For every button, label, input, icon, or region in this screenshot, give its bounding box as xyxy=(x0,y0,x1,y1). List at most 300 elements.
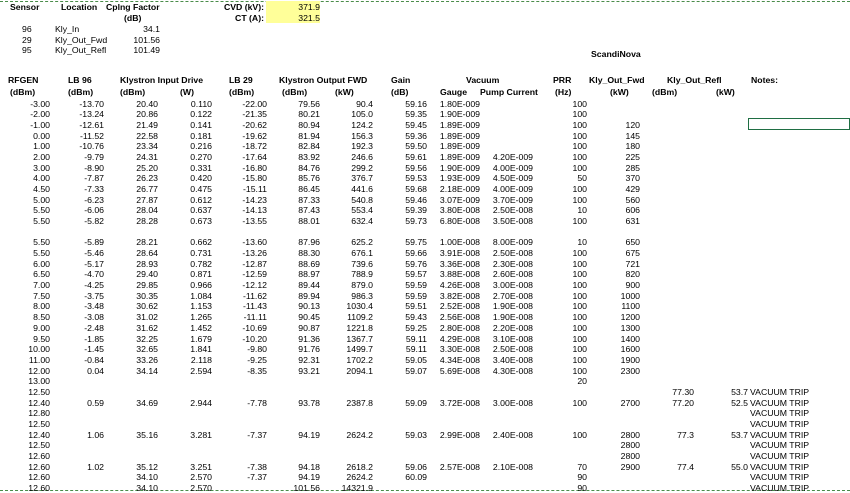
kor-kw-cell[interactable]: 52.5 xyxy=(731,397,748,408)
kid-dbm-cell[interactable]: 28.93 xyxy=(136,258,158,269)
scandinova-cell[interactable]: 2700 xyxy=(620,397,640,408)
kid-w-cell[interactable]: 1.841 xyxy=(190,344,212,355)
prr-cell[interactable]: 10 xyxy=(577,205,587,216)
lb96-cell[interactable]: 0.59 xyxy=(87,397,104,408)
kof-dbm-cell[interactable]: 82.84 xyxy=(298,141,320,152)
lb29-cell[interactable]: -11.62 xyxy=(243,290,267,301)
kof-kw-cell[interactable]: 1367.7 xyxy=(346,333,373,344)
lb29-cell[interactable]: -20.62 xyxy=(242,119,267,130)
kof-dbm-cell[interactable]: 88.01 xyxy=(298,216,320,226)
rfgen-cell[interactable]: 9.50 xyxy=(33,333,50,344)
scandinova-cell[interactable]: 2900 xyxy=(620,461,640,472)
lb29-cell[interactable]: -12.59 xyxy=(242,269,267,280)
kid-w-cell[interactable]: 0.673 xyxy=(190,216,212,226)
lb29-cell[interactable]: -7.38 xyxy=(247,461,267,472)
lb96-cell[interactable]: -5.89 xyxy=(84,237,104,248)
kof-kw-cell[interactable]: 1221.8 xyxy=(346,322,373,333)
rfgen-cell[interactable]: 8.50 xyxy=(33,312,50,323)
lb96-cell[interactable]: -3.75 xyxy=(84,290,104,301)
lb96-cell[interactable]: -10.76 xyxy=(79,141,104,152)
sensor-location-cell[interactable]: Kly_In xyxy=(55,24,80,34)
scandinova-cell[interactable]: 2800 xyxy=(620,440,640,451)
kid-dbm-cell[interactable]: 27.87 xyxy=(136,194,158,205)
kof-kw-cell[interactable]: 676.1 xyxy=(351,248,373,258)
kid-dbm-cell[interactable]: 20.86 xyxy=(136,109,158,120)
kor-dbm-cell[interactable]: 77.3 xyxy=(677,429,694,440)
kof-dbm-cell[interactable]: 85.76 xyxy=(298,173,320,184)
kid-w-cell[interactable]: 0.270 xyxy=(190,151,212,162)
kid-w-cell[interactable]: 0.782 xyxy=(190,258,212,269)
pump-current-cell[interactable]: 8.00E-009 xyxy=(492,237,533,248)
gauge-cell[interactable]: 4.26E-008 xyxy=(439,280,480,291)
rfgen-cell[interactable]: 7.50 xyxy=(33,290,50,301)
scandinova-cell[interactable]: 820 xyxy=(625,269,640,280)
notes-cell[interactable]: VACUUM TRIP xyxy=(750,429,810,440)
kid-w-cell[interactable]: 0.331 xyxy=(190,162,212,173)
rfgen-cell[interactable]: 12.40 xyxy=(28,429,50,440)
prr-cell[interactable]: 100 xyxy=(572,301,587,312)
lb29-cell[interactable]: -15.11 xyxy=(243,183,267,194)
kid-w-cell[interactable]: 1.679 xyxy=(190,333,212,344)
lb29-cell[interactable]: -11.43 xyxy=(243,301,267,312)
scandinova-cell[interactable]: 2800 xyxy=(620,450,640,461)
scandinova-cell[interactable]: 1600 xyxy=(620,344,640,355)
kof-kw-cell[interactable]: 540.8 xyxy=(351,194,373,205)
gauge-cell[interactable]: 2.52E-008 xyxy=(439,301,480,312)
pump-current-cell[interactable]: 1.90E-008 xyxy=(492,301,533,312)
gain-cell[interactable]: 59.25 xyxy=(405,322,427,333)
prr-cell[interactable]: 100 xyxy=(572,312,587,323)
gain-cell[interactable]: 59.53 xyxy=(405,173,427,184)
gauge-cell[interactable]: 3.88E-008 xyxy=(439,269,480,280)
pump-current-cell[interactable]: 1.90E-008 xyxy=(492,312,533,323)
kid-w-cell[interactable]: 0.731 xyxy=(190,248,212,258)
prr-cell[interactable]: 100 xyxy=(572,397,587,408)
kof-kw-cell[interactable]: 376.7 xyxy=(351,173,373,184)
notes-cell[interactable]: VACUUM TRIP xyxy=(750,386,810,397)
rfgen-cell[interactable]: 4.50 xyxy=(33,183,50,194)
gauge-cell[interactable]: 2.80E-008 xyxy=(439,322,480,333)
scandinova-cell[interactable]: 180 xyxy=(625,141,640,152)
gauge-cell[interactable]: 2.57E-008 xyxy=(439,461,480,472)
pump-current-cell[interactable]: 4.20E-009 xyxy=(492,151,533,162)
gauge-cell[interactable]: 1.89E-009 xyxy=(439,130,480,141)
lb96-cell[interactable]: -9.79 xyxy=(84,151,104,162)
scandinova-cell[interactable]: 560 xyxy=(625,194,640,205)
kid-dbm-cell[interactable]: 30.62 xyxy=(136,301,158,312)
lb96-cell[interactable]: -13.70 xyxy=(79,98,104,109)
kof-dbm-cell[interactable]: 88.69 xyxy=(298,258,320,269)
scandinova-cell[interactable]: 429 xyxy=(625,183,640,194)
rfgen-cell[interactable]: 12.60 xyxy=(28,461,50,472)
prr-cell[interactable]: 20 xyxy=(577,376,587,387)
lb29-cell[interactable]: -14.13 xyxy=(242,205,267,216)
scandinova-cell[interactable]: 1100 xyxy=(621,301,640,312)
kid-dbm-cell[interactable]: 24.31 xyxy=(136,151,158,162)
prr-cell[interactable]: 100 xyxy=(572,322,587,333)
kid-w-cell[interactable]: 0.662 xyxy=(190,237,212,248)
scandinova-cell[interactable]: 225 xyxy=(625,151,640,162)
rfgen-cell[interactable]: 2.00 xyxy=(33,151,50,162)
rfgen-cell[interactable]: 10.00 xyxy=(28,344,50,355)
lb29-cell[interactable]: -7.78 xyxy=(247,397,267,408)
kof-kw-cell[interactable]: 1499.7 xyxy=(346,344,373,355)
lb96-cell[interactable]: -3.48 xyxy=(84,301,104,312)
kof-kw-cell[interactable]: 441.6 xyxy=(351,183,373,194)
scandinova-cell[interactable]: 1000 xyxy=(620,290,640,301)
prr-cell[interactable]: 90 xyxy=(577,472,587,483)
gain-cell[interactable]: 59.07 xyxy=(405,365,427,376)
gauge-cell[interactable]: 3.72E-008 xyxy=(439,397,480,408)
kof-kw-cell[interactable]: 879.0 xyxy=(351,280,373,291)
kof-kw-cell[interactable]: 1702.2 xyxy=(346,354,373,365)
gauge-cell[interactable]: 3.36E-008 xyxy=(439,258,480,269)
kof-kw-cell[interactable]: 192.3 xyxy=(351,141,373,152)
kof-dbm-cell[interactable]: 93.21 xyxy=(298,365,320,376)
kor-kw-cell[interactable]: 53.7 xyxy=(731,429,748,440)
lb29-cell[interactable]: -10.69 xyxy=(242,322,267,333)
rfgen-cell[interactable]: 1.00 xyxy=(33,141,50,152)
gain-cell[interactable]: 59.56 xyxy=(405,162,427,173)
kof-dbm-cell[interactable]: 80.21 xyxy=(298,109,320,120)
rfgen-cell[interactable]: 12.50 xyxy=(28,418,50,429)
kof-kw-cell[interactable]: 632.4 xyxy=(351,216,373,226)
gain-cell[interactable]: 59.59 xyxy=(405,290,427,301)
kof-kw-cell[interactable]: 156.3 xyxy=(351,130,373,141)
notes-cell[interactable]: VACUUM TRIP xyxy=(750,483,810,493)
gauge-cell[interactable]: 1.90E-009 xyxy=(439,109,480,120)
scandinova-cell[interactable]: 120 xyxy=(625,119,640,130)
gain-cell[interactable]: 59.06 xyxy=(405,461,427,472)
kof-dbm-cell[interactable]: 90.87 xyxy=(298,322,320,333)
kof-dbm-cell[interactable]: 89.44 xyxy=(298,280,320,291)
prr-cell[interactable]: 100 xyxy=(572,194,587,205)
lb29-cell[interactable]: -13.60 xyxy=(242,237,267,248)
kid-w-cell[interactable]: 1.153 xyxy=(190,301,212,312)
lb96-cell[interactable]: -4.70 xyxy=(84,269,104,280)
kid-dbm-cell[interactable]: 34.14 xyxy=(136,365,158,376)
prr-cell[interactable]: 100 xyxy=(572,151,587,162)
gain-cell[interactable]: 59.76 xyxy=(405,258,427,269)
kid-dbm-cell[interactable]: 32.65 xyxy=(136,344,158,355)
kor-dbm-cell[interactable]: 77.4 xyxy=(677,461,694,472)
rfgen-cell[interactable]: 12.80 xyxy=(28,408,50,419)
lb29-cell[interactable]: -16.80 xyxy=(242,162,267,173)
rfgen-cell[interactable]: -1.00 xyxy=(30,119,50,130)
kof-dbm-cell[interactable]: 90.13 xyxy=(298,301,320,312)
prr-cell[interactable]: 100 xyxy=(572,183,587,194)
lb96-cell[interactable]: 1.02 xyxy=(87,461,104,472)
kid-w-cell[interactable]: 0.420 xyxy=(190,173,212,184)
rfgen-cell[interactable]: 12.60 xyxy=(28,450,50,461)
gauge-cell[interactable]: 1.89E-009 xyxy=(439,119,480,130)
lb29-cell[interactable]: -13.26 xyxy=(242,248,267,258)
lb29-cell[interactable]: -10.20 xyxy=(242,333,267,344)
kof-dbm-cell[interactable]: 89.94 xyxy=(298,290,320,301)
rfgen-cell[interactable]: 9.00 xyxy=(33,322,50,333)
lb96-cell[interactable]: -5.46 xyxy=(84,248,104,258)
rfgen-cell[interactable]: 12.40 xyxy=(28,397,50,408)
kid-w-cell[interactable]: 0.122 xyxy=(190,109,212,120)
gain-cell[interactable]: 59.05 xyxy=(405,354,427,365)
kid-w-cell[interactable]: 0.181 xyxy=(190,130,212,141)
pump-current-cell[interactable]: 3.40E-008 xyxy=(492,354,533,365)
kof-kw-cell[interactable]: 246.6 xyxy=(351,151,373,162)
kof-kw-cell[interactable]: 553.4 xyxy=(351,205,373,216)
sensor-factor-cell[interactable]: 34.1 xyxy=(143,24,160,34)
gain-cell[interactable]: 59.36 xyxy=(405,130,427,141)
gauge-cell[interactable]: 3.30E-008 xyxy=(439,344,480,355)
scandinova-cell[interactable]: 285 xyxy=(625,162,640,173)
lb96-cell[interactable]: 0.04 xyxy=(87,365,104,376)
kof-dbm-cell[interactable]: 86.45 xyxy=(298,183,320,194)
prr-cell[interactable]: 100 xyxy=(572,429,587,440)
kid-dbm-cell[interactable]: 26.77 xyxy=(136,183,158,194)
gain-cell[interactable]: 59.66 xyxy=(405,248,427,258)
pump-current-cell[interactable]: 4.00E-009 xyxy=(492,162,533,173)
kof-kw-cell[interactable]: 2624.2 xyxy=(346,429,373,440)
rfgen-cell[interactable]: -3.00 xyxy=(30,98,50,109)
lb29-cell[interactable]: -17.64 xyxy=(242,151,267,162)
gauge-cell[interactable]: 3.82E-008 xyxy=(439,290,480,301)
gauge-cell[interactable]: 2.18E-009 xyxy=(439,183,480,194)
scandinova-cell[interactable]: 370 xyxy=(625,173,640,184)
kid-dbm-cell[interactable]: 25.20 xyxy=(136,162,158,173)
pump-current-cell[interactable]: 3.00E-008 xyxy=(492,397,533,408)
kof-dbm-cell[interactable]: 87.33 xyxy=(298,194,320,205)
kid-dbm-cell[interactable]: 22.58 xyxy=(136,130,158,141)
kid-w-cell[interactable]: 0.637 xyxy=(190,205,212,216)
lb29-cell[interactable]: -12.12 xyxy=(242,280,267,291)
notes-cell[interactable]: VACUUM TRIP xyxy=(750,440,810,451)
gain-cell[interactable]: 59.16 xyxy=(405,98,427,109)
lb96-cell[interactable]: -5.82 xyxy=(84,216,104,226)
kid-dbm-cell[interactable]: 35.16 xyxy=(136,429,158,440)
lb29-cell[interactable]: -19.62 xyxy=(242,130,267,141)
kid-dbm-cell[interactable]: 31.62 xyxy=(136,322,158,333)
kid-dbm-cell[interactable]: 20.40 xyxy=(136,98,158,109)
kof-dbm-cell[interactable]: 93.78 xyxy=(298,397,320,408)
scandinova-cell[interactable]: 1400 xyxy=(620,333,640,344)
kof-kw-cell[interactable]: 2387.8 xyxy=(346,397,373,408)
kof-dbm-cell[interactable]: 94.19 xyxy=(298,472,320,483)
kof-dbm-cell[interactable]: 94.18 xyxy=(298,461,320,472)
rfgen-cell[interactable]: 8.00 xyxy=(33,301,50,312)
kid-dbm-cell[interactable]: 31.02 xyxy=(136,312,158,323)
scandinova-cell[interactable]: 1300 xyxy=(620,322,640,333)
scandinova-cell[interactable]: 675 xyxy=(625,248,640,258)
kid-dbm-cell[interactable]: 28.04 xyxy=(136,205,158,216)
rfgen-cell[interactable]: 5.50 xyxy=(33,237,50,248)
cvd-value[interactable]: 371.9 xyxy=(298,2,320,12)
scandinova-cell[interactable]: 721 xyxy=(625,258,640,269)
scandinova-cell[interactable]: 1200 xyxy=(620,312,640,323)
pump-current-cell[interactable]: 2.30E-008 xyxy=(492,258,533,269)
lb96-cell[interactable]: -5.17 xyxy=(84,258,104,269)
gain-cell[interactable]: 59.75 xyxy=(405,237,427,248)
kid-dbm-cell[interactable]: 34.69 xyxy=(136,397,158,408)
notes-cell[interactable]: VACUUM TRIP xyxy=(750,472,810,483)
kof-kw-cell[interactable]: 1030.4 xyxy=(346,301,373,312)
kid-dbm-cell[interactable]: 28.21 xyxy=(136,237,158,248)
rfgen-cell[interactable]: 12.50 xyxy=(28,386,50,397)
pump-current-cell[interactable]: 3.50E-008 xyxy=(492,216,533,226)
scandinova-cell[interactable]: 1900 xyxy=(620,354,640,365)
prr-cell[interactable]: 100 xyxy=(572,141,587,152)
gauge-cell[interactable]: 5.69E-008 xyxy=(439,365,480,376)
scandinova-cell[interactable]: 631 xyxy=(625,216,640,226)
prr-cell[interactable]: 100 xyxy=(572,109,587,120)
scandinova-cell[interactable]: 650 xyxy=(625,237,640,248)
prr-cell[interactable]: 100 xyxy=(572,290,587,301)
lb96-cell[interactable]: -11.52 xyxy=(80,130,104,141)
kid-dbm-cell[interactable]: 35.12 xyxy=(136,461,158,472)
sensor-factor-cell[interactable]: 101.49 xyxy=(133,45,160,55)
rfgen-cell[interactable]: 12.60 xyxy=(28,472,50,483)
kof-kw-cell[interactable]: 14321.9 xyxy=(341,483,373,493)
rfgen-cell[interactable]: 5.50 xyxy=(33,216,50,226)
kof-kw-cell[interactable]: 2618.2 xyxy=(346,461,373,472)
kid-w-cell[interactable]: 0.966 xyxy=(190,280,212,291)
rfgen-cell[interactable]: 12.00 xyxy=(28,365,50,376)
sensor-location-cell[interactable]: Kly_Out_Fwd xyxy=(55,34,108,45)
prr-cell[interactable]: 70 xyxy=(577,461,587,472)
lb29-cell[interactable]: -7.37 xyxy=(247,472,267,483)
lb96-cell[interactable]: -8.90 xyxy=(84,162,104,173)
kof-kw-cell[interactable]: 299.2 xyxy=(351,162,373,173)
rfgen-cell[interactable]: 5.50 xyxy=(33,205,50,216)
lb29-cell[interactable]: -18.72 xyxy=(242,141,267,152)
kid-dbm-cell[interactable]: 34.10 xyxy=(136,483,158,493)
lb96-cell[interactable]: -1.45 xyxy=(84,344,104,355)
kof-dbm-cell[interactable]: 83.92 xyxy=(298,151,320,162)
pump-current-cell[interactable]: 2.40E-008 xyxy=(492,429,533,440)
gauge-cell[interactable]: 3.07E-009 xyxy=(439,194,480,205)
sensor-factor-cell[interactable]: 101.56 xyxy=(133,34,160,45)
notes-cell[interactable]: VACUUM TRIP xyxy=(750,397,810,408)
prr-cell[interactable]: 100 xyxy=(572,98,587,109)
prr-cell[interactable]: 100 xyxy=(572,269,587,280)
gauge-cell[interactable]: 4.34E-008 xyxy=(439,354,480,365)
rfgen-cell[interactable]: 5.00 xyxy=(33,194,50,205)
prr-cell[interactable]: 100 xyxy=(572,333,587,344)
lb96-cell[interactable]: -0.84 xyxy=(84,354,104,365)
lb29-cell[interactable]: -21.35 xyxy=(242,109,267,120)
rfgen-cell[interactable]: 6.50 xyxy=(33,269,50,280)
lb29-cell[interactable]: -9.25 xyxy=(247,354,267,365)
kof-dbm-cell[interactable]: 91.76 xyxy=(298,344,320,355)
pump-current-cell[interactable]: 2.50E-008 xyxy=(492,205,533,216)
gain-cell[interactable]: 59.73 xyxy=(405,216,427,226)
notes-cell[interactable]: VACUUM TRIP xyxy=(750,418,810,429)
gauge-cell[interactable]: 1.93E-009 xyxy=(439,173,480,184)
gauge-cell[interactable]: 1.00E-008 xyxy=(439,237,480,248)
notes-cell[interactable]: VACUUM TRIP xyxy=(750,461,810,472)
pump-current-cell[interactable]: 3.00E-008 xyxy=(492,280,533,291)
rfgen-cell[interactable]: 11.00 xyxy=(28,354,50,365)
kid-w-cell[interactable]: 1.452 xyxy=(190,322,212,333)
sensor-id-cell[interactable]: 96 xyxy=(22,24,32,34)
kor-kw-cell[interactable]: 55.0 xyxy=(731,461,748,472)
lb96-cell[interactable]: -7.33 xyxy=(84,183,104,194)
prr-cell[interactable]: 10 xyxy=(577,237,587,248)
pump-current-cell[interactable]: 4.30E-008 xyxy=(492,365,533,376)
kof-kw-cell[interactable]: 986.3 xyxy=(351,290,373,301)
lb96-cell[interactable]: -6.06 xyxy=(84,205,104,216)
notes-cell[interactable]: VACUUM TRIP xyxy=(750,450,810,461)
kid-w-cell[interactable]: 0.475 xyxy=(190,183,212,194)
gain-cell[interactable]: 59.09 xyxy=(405,397,427,408)
pump-current-cell[interactable]: 2.70E-008 xyxy=(492,290,533,301)
gauge-cell[interactable]: 1.89E-009 xyxy=(439,151,480,162)
pump-current-cell[interactable]: 2.50E-008 xyxy=(492,248,533,258)
lb29-cell[interactable]: -22.00 xyxy=(242,98,267,109)
kid-w-cell[interactable]: 0.141 xyxy=(190,119,212,130)
scandinova-cell[interactable]: 2800 xyxy=(620,429,640,440)
lb29-cell[interactable]: -14.23 xyxy=(242,194,267,205)
kid-w-cell[interactable]: 3.281 xyxy=(190,429,212,440)
rfgen-cell[interactable]: 7.00 xyxy=(33,280,50,291)
kof-dbm-cell[interactable]: 90.45 xyxy=(298,312,320,323)
kid-dbm-cell[interactable]: 23.34 xyxy=(136,141,158,152)
kid-dbm-cell[interactable]: 33.26 xyxy=(136,354,158,365)
kof-dbm-cell[interactable]: 87.43 xyxy=(298,205,320,216)
kid-w-cell[interactable]: 2.594 xyxy=(190,365,212,376)
kof-dbm-cell[interactable]: 94.19 xyxy=(298,429,320,440)
lb29-cell[interactable]: -13.55 xyxy=(242,216,267,226)
kof-kw-cell[interactable]: 124.2 xyxy=(351,119,373,130)
kid-w-cell[interactable]: 1.265 xyxy=(190,312,212,323)
pump-current-cell[interactable]: 3.10E-008 xyxy=(492,333,533,344)
gain-cell[interactable]: 59.03 xyxy=(405,429,427,440)
gain-cell[interactable]: 59.35 xyxy=(405,109,427,120)
lb29-cell[interactable]: -11.11 xyxy=(243,312,267,323)
lb96-cell[interactable]: -2.48 xyxy=(84,322,104,333)
kof-dbm-cell[interactable]: 80.94 xyxy=(298,119,320,130)
kof-kw-cell[interactable]: 1109.2 xyxy=(347,312,373,323)
kor-kw-cell[interactable]: 53.7 xyxy=(731,386,748,397)
gauge-cell[interactable]: 4.29E-008 xyxy=(439,333,480,344)
kof-dbm-cell[interactable]: 79.56 xyxy=(298,98,320,109)
pump-current-cell[interactable]: 2.60E-008 xyxy=(492,269,533,280)
kof-kw-cell[interactable]: 788.9 xyxy=(351,269,373,280)
lb96-cell[interactable]: -7.87 xyxy=(84,173,104,184)
ct-value[interactable]: 321.5 xyxy=(298,13,320,23)
sensor-location-cell[interactable]: Kly_Out_Refl xyxy=(55,45,107,55)
prr-cell[interactable]: 100 xyxy=(572,354,587,365)
pump-current-cell[interactable]: 4.00E-009 xyxy=(492,183,533,194)
kid-dbm-cell[interactable]: 28.28 xyxy=(136,216,158,226)
kof-kw-cell[interactable]: 625.2 xyxy=(351,237,373,248)
kof-kw-cell[interactable]: 2094.1 xyxy=(346,365,373,376)
scandinova-cell[interactable]: 145 xyxy=(625,130,640,141)
rfgen-cell[interactable]: 12.60 xyxy=(28,483,50,493)
kof-dbm-cell[interactable]: 88.30 xyxy=(298,248,320,258)
gain-cell[interactable]: 59.68 xyxy=(405,183,427,194)
rfgen-cell[interactable]: 5.50 xyxy=(33,248,50,258)
kid-dbm-cell[interactable]: 34.10 xyxy=(136,472,158,483)
rfgen-cell[interactable]: 12.50 xyxy=(28,440,50,451)
gain-cell[interactable]: 59.51 xyxy=(405,301,427,312)
sensor-id-cell[interactable]: 95 xyxy=(22,45,32,55)
kid-w-cell[interactable]: 2.118 xyxy=(190,354,212,365)
gain-cell[interactable]: 59.50 xyxy=(405,141,427,152)
prr-cell[interactable]: 100 xyxy=(572,248,587,258)
scandinova-cell[interactable]: 2300 xyxy=(620,365,640,376)
scandinova-cell[interactable]: 606 xyxy=(625,205,640,216)
gain-cell[interactable]: 59.59 xyxy=(405,280,427,291)
kid-w-cell[interactable]: 0.110 xyxy=(190,98,212,109)
